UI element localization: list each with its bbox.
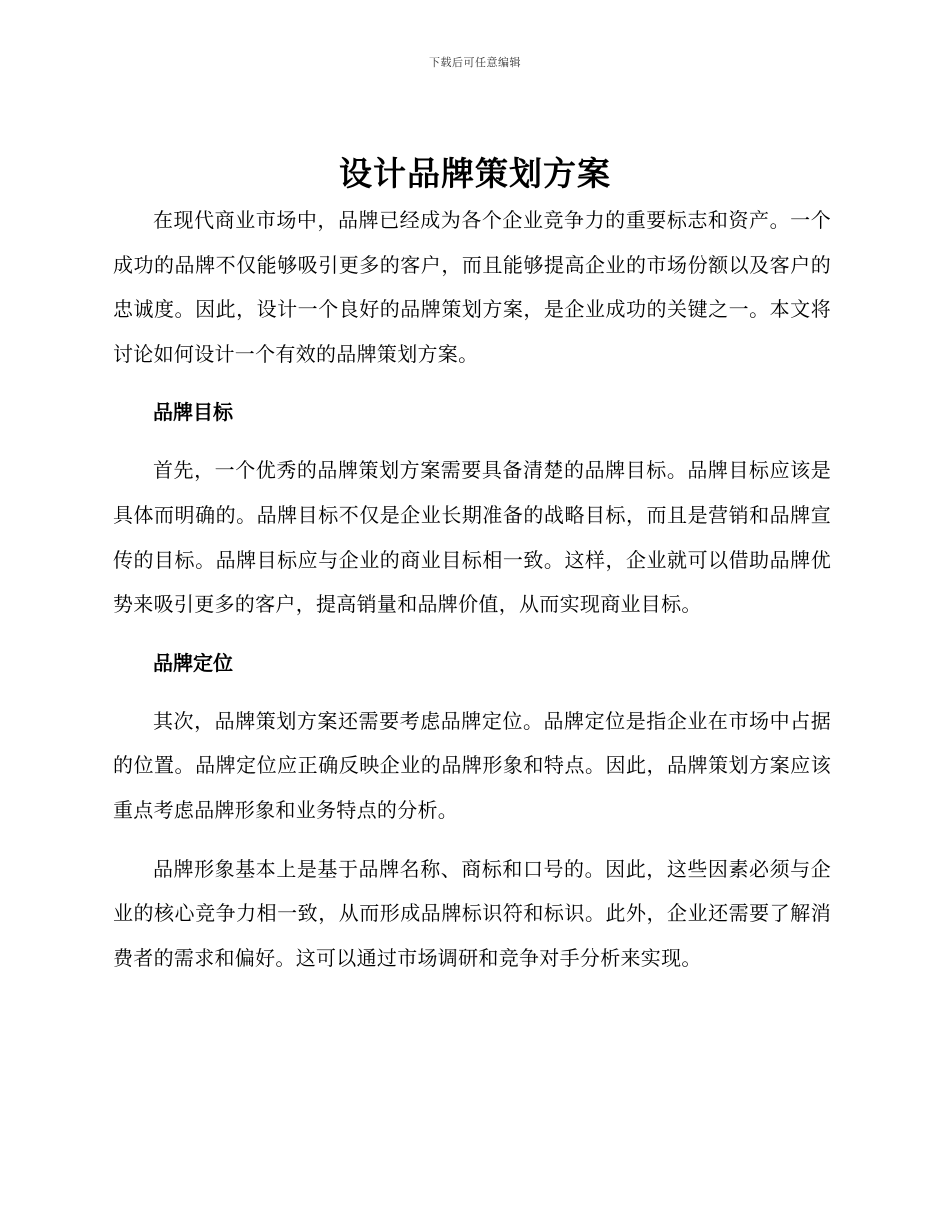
document-body: [113, 198, 831, 980]
page-header-note: 下载后可任意编辑: [429, 56, 521, 69]
section-paragraph: 首先，一个优秀的品牌策划方案需要具备清楚的品牌目标。品牌目标应该是具体而明确的。品牌目标不仅是企业长期准备的战略目标，而且是营销和品牌宣传的目标。品牌目标应与企业的商业目标相一致。这样，企业就可以借助品牌优势来吸引更多的客户，提高销量和品牌价值，从而实现商业目标。: [113, 458, 831, 617]
section-heading: 品牌定位: [153, 650, 233, 675]
document-title: 设计品牌策划方案: [339, 154, 611, 193]
section-heading: 品牌目标: [153, 400, 233, 425]
section-paragraph: 品牌形象基本上是基于品牌名称、商标和口号的。因此，这些因素必须与企业的核心竞争力相一致，从而形成品牌标识符和标识。此外，企业还需要了解消费者的需求和偏好。这可以通过市场调研和竞争对手分析来实现。: [113, 856, 831, 970]
section-brand-positioning: [113, 641, 831, 981]
section-paragraph: 其次，品牌策划方案还需要考虑品牌定位。品牌定位是指企业在市场中占据的位置。品牌定位应正确反映企业的品牌形象和特点。因此，品牌策划方案应该重点考虑品牌形象和业务特点的分析。: [113, 708, 831, 822]
section-brand-goal: [113, 390, 831, 626]
intro-paragraph: 在现代商业市场中，品牌已经成为各个企业竞争力的重要标志和资产。一个成功的品牌不仅能够吸引更多的客户，而且能够提高企业的市场份额以及客户的忠诚度。因此，设计一个良好的品牌策划方案，是企业成功的关键之一。本文将讨论如何设计一个有效的品牌策划方案。: [113, 208, 831, 366]
